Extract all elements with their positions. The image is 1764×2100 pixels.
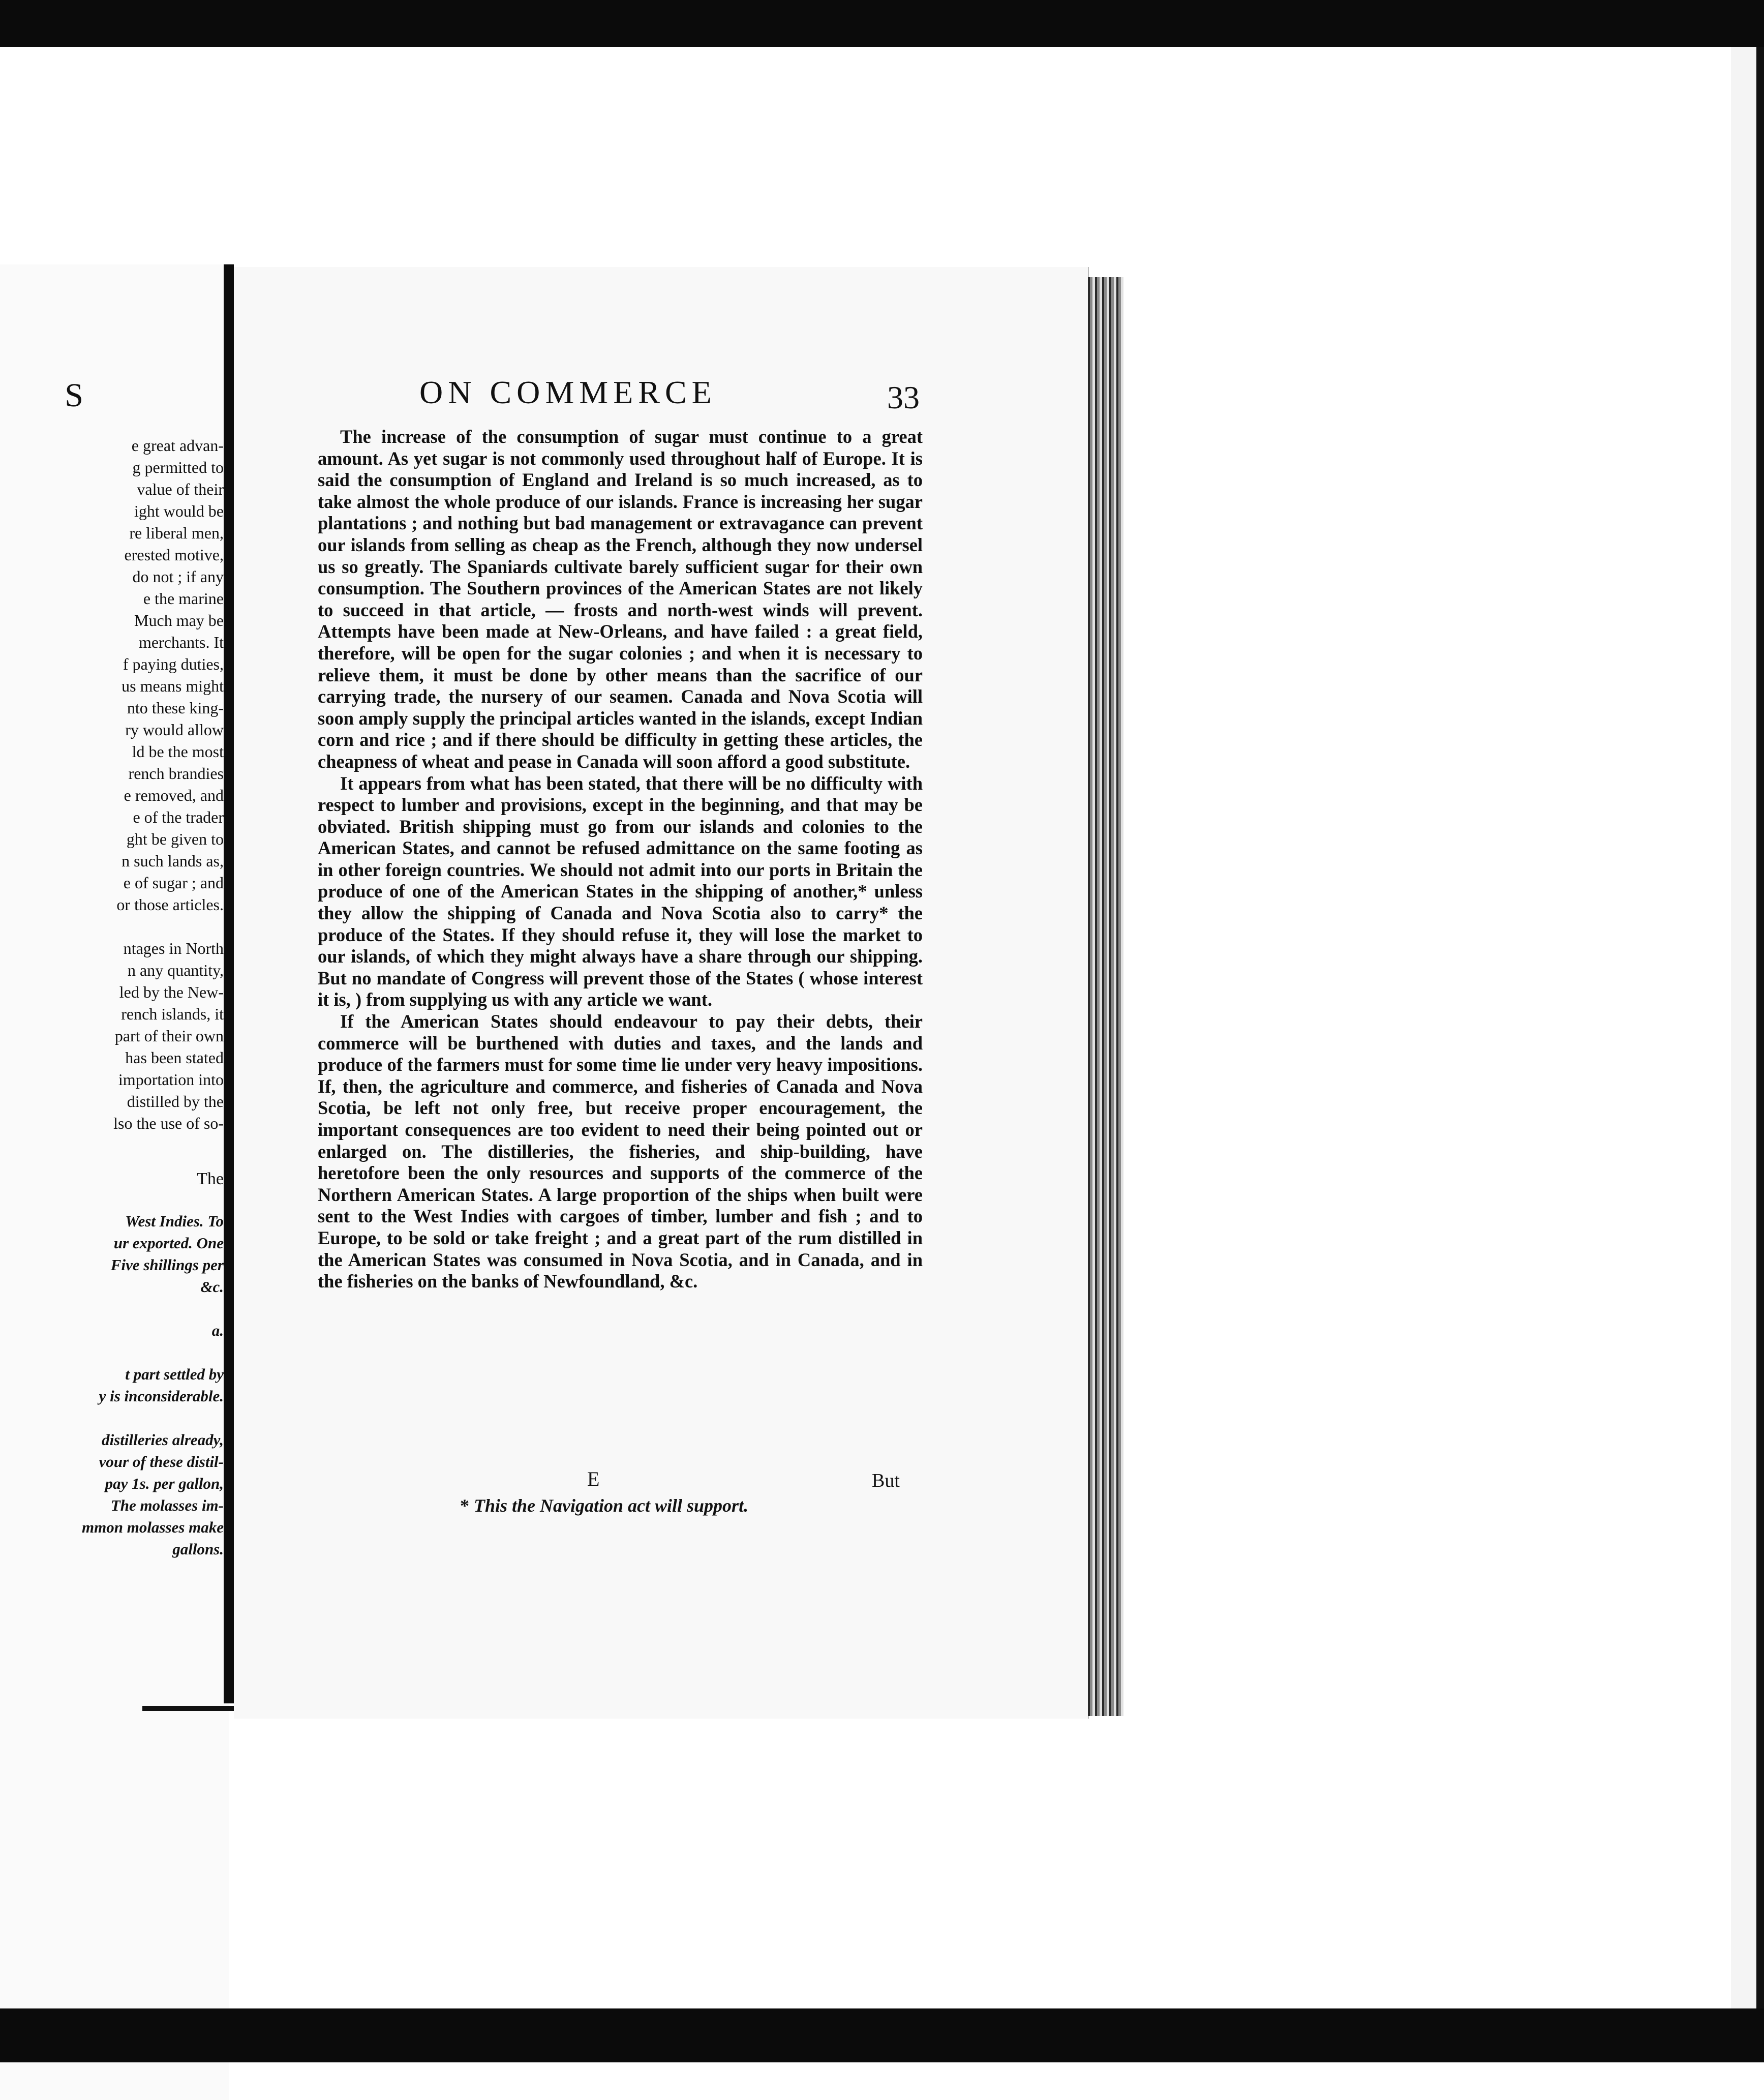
facing-text-line: Much may be: [134, 611, 224, 629]
catchword: But: [872, 1470, 900, 1491]
facing-text-line: e the marine: [143, 589, 224, 608]
facing-footnotes: [82, 1210, 224, 1560]
footnote: [460, 1495, 748, 1516]
running-head: ON COMMERCE: [419, 374, 717, 410]
facing-text-line: erested motive,: [124, 546, 224, 564]
signature-mark: E: [587, 1467, 600, 1490]
facing-footnote-line: vour of these distil-: [99, 1453, 224, 1471]
facing-text-line: rench islands, it: [121, 1005, 224, 1023]
footnote-text: This the Navigation act will support.: [474, 1495, 749, 1516]
facing-text-line: merchants. It: [138, 633, 224, 651]
facing-text-line: part of their own: [114, 1027, 224, 1045]
paragraph: The increase of the consumption of sugar must continue to a great amount. As yet sugar is not commonly used throughout half of Europe. It is said the consumption of England and Ireland is so much increased, as to take almost the whole produce of our islands. France is increasing her sugar plantations ; and nothing but bad management or extravagance can prevent our islands from selling as cheap as the French, although they now undersel us so greatly. The Spaniards cultivate barely sufficient sugar for their own consumption. The Southern provinces of the American States are not likely to succeed in that article, — frosts and north-west winds will prevent. Attempts have been made at New-Orleans, and have failed : a great field, therefore, will be open for the sugar colonies ; and when it is necessary to relieve them, it must be done by other means than the sacrifice of our carrying trade, the nursery of our seamen. Canada and Nova Scotia will soon amply supply the principal articles wanted in the islands, except Indian corn and rice ; and if there should be difficulty in getting these articles, the cheapness of wheat and pease in Canada will soon afford a good substitute.: [318, 426, 923, 772]
facing-footnote-line: [82, 1341, 224, 1363]
facing-footnote-line: ur exported. One: [113, 1234, 224, 1252]
facing-text-line: ry would allow: [125, 721, 224, 739]
facing-footnote-line: [82, 1298, 224, 1319]
facing-text-line: importation into: [118, 1070, 224, 1089]
facing-footnote-line: t part settled by: [125, 1365, 224, 1383]
facing-footnote-line: mmon molasses make: [81, 1518, 224, 1536]
facing-footnote-line: y is inconsiderable.: [99, 1387, 224, 1405]
facing-text-line: re liberal men,: [129, 524, 224, 542]
facing-text-line: ight would be: [134, 502, 224, 520]
scanner-right-border: [1756, 47, 1764, 2008]
book-gutter: [224, 264, 234, 1703]
facing-text-line: has been stated: [125, 1048, 224, 1067]
facing-text-line: distilled by the: [127, 1092, 224, 1111]
facing-footnote-line: Five shillings per: [110, 1256, 224, 1274]
body-text: [318, 426, 923, 1293]
facing-page: [0, 264, 229, 2100]
facing-footnote-line: distilleries already,: [102, 1431, 224, 1449]
facing-text-line: lso the use of so-: [113, 1114, 224, 1132]
page-edge: [1088, 277, 1123, 1716]
facing-text-line: rench brandies: [128, 764, 224, 783]
facing-footnote-line: gallons.: [172, 1540, 224, 1558]
facing-text-line: ld be the most: [132, 742, 224, 761]
facing-footnote-line: a.: [211, 1322, 224, 1339]
facing-footnote-line: pay 1s. per gallon,: [105, 1475, 224, 1492]
facing-text-line: f paying duties,: [123, 655, 224, 673]
facing-footnote-line: West Indies. To: [125, 1212, 224, 1230]
facing-text-line: n such lands as,: [121, 852, 224, 870]
facing-footnote-line: [82, 1407, 224, 1429]
facing-text-line: n any quantity,: [128, 961, 224, 979]
facing-text-line: or those articles.: [116, 895, 224, 914]
paragraph: If the American States should endeavour to pay their debts, their commerce will be burthened with duties and taxes, and the lands and produce of the farmers must for some time lie under very heavy impositions. If, then, the agriculture and commerce, and fisheries of Canada and Nova Scotia, be left not only free, but receive proper encouragement, the important consequences are too evident to need their being pointed out or enlarged on. The distilleries, the fisheries, and ship-building, have heretofore been the only resources and supports of the commerce of the Northern American States. A large proportion of the ships when built were sent to the West Indies with cargoes of timber, lumber and fish ; and to Europe, to be sold or take freight ; and a great part of the rum distilled in the American States was consumed in Nova Scotia, and in Canada, and in the fisheries on the banks of Newfoundland, &c.: [318, 1011, 923, 1292]
facing-text-line: e of sugar ; and: [123, 874, 224, 892]
facing-catchword: The: [197, 1169, 224, 1188]
scanner-top-border: [0, 0, 1764, 47]
facing-footnote-line: &c.: [200, 1278, 224, 1296]
facing-text-line: led by the New-: [119, 983, 224, 1001]
facing-text-line: e removed, and: [124, 786, 224, 804]
facing-text-line: us means might: [121, 677, 224, 695]
facing-text-line: value of their: [137, 480, 224, 498]
facing-text-line: g permitted to: [132, 458, 224, 476]
facing-text-line: do not ; if any: [132, 567, 224, 586]
facing-running-head: S: [65, 377, 86, 414]
facing-text-line: ntages in North: [123, 939, 224, 957]
facing-text-line: nto these king-: [127, 699, 224, 717]
scanner-bottom-border: [0, 2008, 1764, 2062]
facing-text-line: e great advan-: [131, 436, 224, 455]
page-number: 33: [887, 379, 920, 415]
facing-text-line: ght be given to: [126, 830, 224, 848]
paragraph: It appears from what has been stated, that there will be no difficulty with respect to lumber and provisions, except in the beginning, and that may be obviated. British shipping must go from our islands and colonies to the American States, and cannot be refused admittance on the same footing as in other foreign countries. We should not admit into our ports in Britain the produce of one of the American States in the shipping of another,* unless they allow the shipping of Canada and Nova Scotia also to carry* the produce of the States. If they should refuse it, they will lose the market to our islands, of which they might always have a share through our shipping. But no mandate of Congress will prevent those of the States ( whose interest it is, ) from supplying us with any article we want.: [318, 772, 923, 1010]
facing-footnote-line: The molasses im-: [110, 1496, 224, 1514]
footnote-mark: *: [460, 1495, 469, 1516]
facing-text-line: e of the trader: [133, 808, 224, 826]
